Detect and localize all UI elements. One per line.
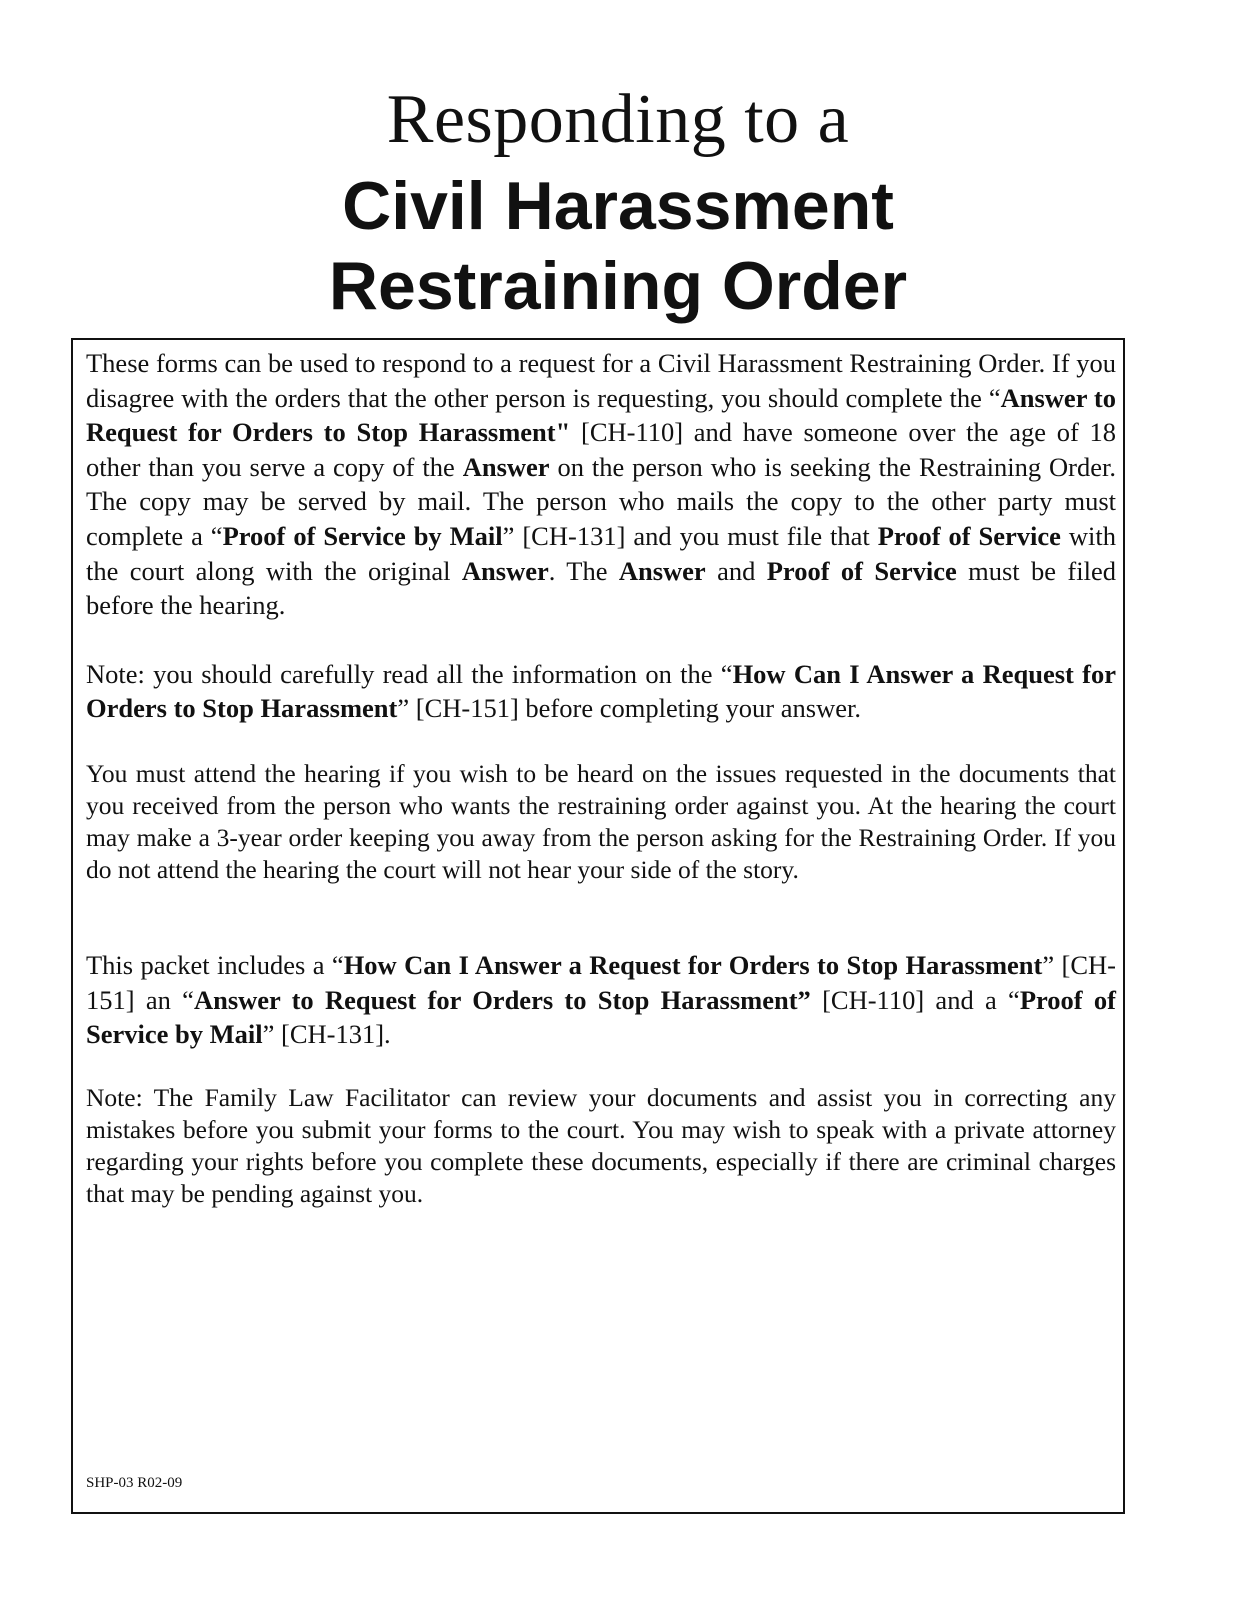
paragraph-read-note xyxy=(86,657,1116,726)
text-run: . The xyxy=(548,555,619,586)
text-run: on the person who is seeking the Restraining Order. The copy may be served by mail. The person who mails the copy to the other party must complete a “ xyxy=(86,451,1116,551)
text-run: ” [CH-131]. xyxy=(262,1019,391,1050)
bold-form-name: Answer to Request for Orders to Stop Harassment" xyxy=(86,382,1116,448)
bold-term: Answer xyxy=(618,555,706,586)
bold-form-name: Proof of Service by Mail xyxy=(222,520,503,551)
text-run: ” [CH-151] before completing your answer. xyxy=(397,693,861,724)
bold-term: Proof of Service xyxy=(877,520,1061,551)
title-line-3: Restraining Order xyxy=(328,248,908,324)
bold-form-name: How Can I Answer a Request for Orders to Stop Harassment xyxy=(86,658,1116,724)
text-run: These forms can be used to respond to a request for a Civil Harassment Restraining Order. If you disagree with the orders that the other person is requesting, you should complete the “ xyxy=(86,348,1116,413)
text-run: must be filed before the hearing. xyxy=(86,555,1116,621)
bold-term: Proof of Service xyxy=(766,555,957,586)
document-title xyxy=(0,78,1236,326)
paragraph-facilitator-note: Note: The Family Law Facilitator can review your documents and assist you in correcting any mistakes before you submit your forms to the court. You may wish to speak with a private attorney regarding your rights before you complete these documents, especially if there are criminal charges that may be pending against you. xyxy=(86,1082,1116,1208)
bold-form-name: Proof of Service by Mail xyxy=(86,984,1116,1050)
text-run: ” [CH-151] an “ xyxy=(86,949,1116,1015)
title-line-2: Civil Harassment xyxy=(342,168,894,244)
text-run: [CH-110] and a “ xyxy=(810,984,1020,1015)
bold-term: Answer xyxy=(461,555,549,586)
text-run: with the court along with the original xyxy=(86,520,1116,586)
form-code: SHP-03 R02-09 xyxy=(86,1475,183,1491)
text-run: This packet includes a “ xyxy=(86,949,344,980)
instructions-content xyxy=(86,346,1116,1210)
paragraph-forms-overview xyxy=(86,346,1116,623)
text-run: and xyxy=(705,555,767,586)
paragraph-attend-hearing: You must attend the hearing if you wish to be heard on the issues requested in the documents that you received from the person who wants the restraining order against you. At the hearing the court may make a 3-year order keeping you away from the person asking for the Restraining Order. If you do not attend the hearing the court will not hear your side of the story. xyxy=(86,758,1116,884)
paragraph-packet-contents xyxy=(86,948,1116,1052)
text-run: Note: you should carefully read all the information on the “ xyxy=(86,658,733,689)
title-line-1: Responding to a xyxy=(386,81,850,158)
bold-form-name: Answer to Request for Orders to Stop Harassment” xyxy=(193,984,811,1015)
text-run: [CH-110] and have someone over the age of 18 other than you serve a copy of the xyxy=(86,417,1116,482)
bold-form-name: How Can I Answer a Request for Orders to Stop Harassment xyxy=(343,949,1043,980)
text-run: ” [CH-131] and you must file that xyxy=(502,520,878,551)
bold-term: Answer xyxy=(462,451,550,482)
